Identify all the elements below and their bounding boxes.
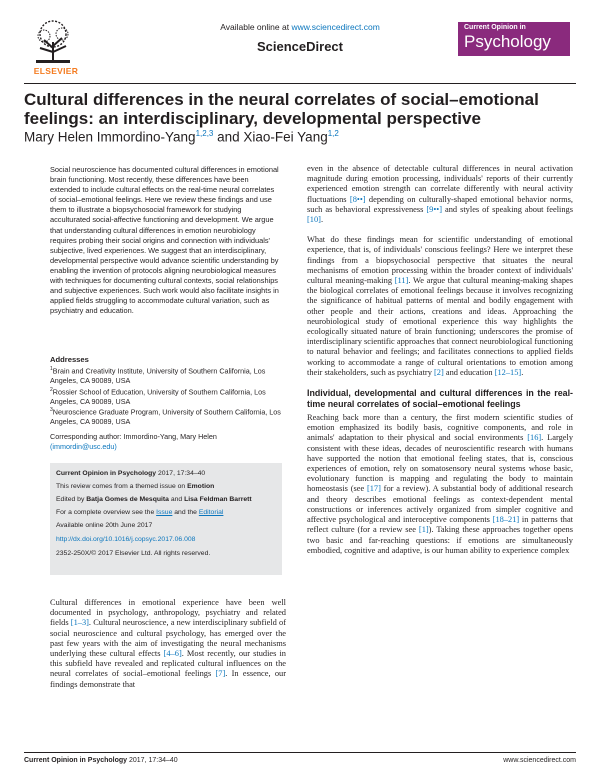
info-editor-2: Lisa Feldman Barrett	[184, 496, 252, 503]
body-text: .	[320, 215, 324, 225]
elsevier-wordmark: ELSEVIER	[33, 66, 79, 76]
body-text: depending on culturally-shaped emotional behavior norms, such as behavioral expressiveness	[307, 194, 573, 214]
info-editor-1: Batja Gomes de Mesquita	[86, 496, 169, 503]
body-text: .	[521, 367, 524, 377]
body-text: . We argue that cultural meaning-making shapes the biological correlates of emotional feelings because it involves recognizing the significance of habitual patterns of mental and bodily engagement with other people and their actions, creations and ideas. Approaching the neurobiological study of emotional experience this way highlights the ecologically situated nature of brain functioning; underscores the promise of interdisciplinary scientific approaches that connect neurobiological functioning to natural behavior and feelings; and facilitates connections to applied fields working to accommodate a range of cultural orientations to emotion among their stakeholders, such as psychiatry	[307, 276, 574, 377]
author-1: Mary Helen Immordino-Yang	[24, 129, 196, 145]
section-heading: Individual, developmental and cultural differences in the real-time neural correlates of social–emotional feelings	[307, 388, 573, 409]
journal-logo-line1: Current Opinion in	[464, 24, 526, 31]
footer-citation	[24, 757, 178, 764]
info-available-online: Available online 20th June 2017	[56, 522, 153, 529]
journal-logo-line2: Psychology	[464, 32, 551, 51]
citation-link[interactable]: [4–6]	[163, 649, 182, 659]
info-edited-prefix: Edited by	[56, 496, 87, 503]
corresponding-author-email[interactable]: (immordin@usc.edu)	[50, 441, 117, 451]
info-overview-prefix: For a complete overview see the	[56, 509, 157, 516]
body-text: . Most recently, our studies in this subfield have revealed and replicated cultural influences on the neural correlates of social–emotional feelings	[50, 649, 286, 679]
right-column	[307, 164, 573, 566]
citation-link[interactable]: [16]	[527, 433, 542, 443]
body-text: Cultural differences in emotional experience have been well documented in psychology, anthropology, psychiatry and related fields	[50, 598, 286, 628]
info-copyright: 2352-250X/© 2017 Elsevier Ltd. All rights reserved.	[56, 550, 211, 557]
info-overview	[56, 509, 278, 517]
issue-link[interactable]: Issue	[156, 509, 173, 516]
footer-divider	[24, 752, 576, 753]
sciencedirect-brand: ScienceDirect	[257, 39, 343, 54]
author-2-affiliations[interactable]: 1,2	[327, 129, 339, 138]
abstract: Social neuroscience has documented cultural differences in emotional brain functioning. Most recently, these differences have been extended to include cultural effects on the real-time neural correlates of social–emotional feelings. Here we review these findings and use them to illustrate a biopsychosocial framework for studying acculturated social-affective functioning and development. We argue that understanding cultural differences in emotion neurobiology requires probing their social origins and connection with individuals' subjective, lived experiences. We suggest that an interdisciplinary, developmental perspective would advance scientific understanding by enabling the invention of protocols aligning neurobiological measures with techniques for documenting cultural contexts, social relationships and subjective experiences. Such work would also facilitate insights in applied fields struggling to accommodate cultural variation, such as psychiatry and education.	[50, 165, 279, 316]
body-text: and education	[443, 367, 495, 377]
journal-logo	[458, 22, 570, 56]
citation-link[interactable]: [18–21]	[492, 515, 520, 525]
address-item	[50, 365, 290, 386]
body-text: and styles of speaking about feelings	[442, 204, 573, 214]
address-sup: 2	[50, 386, 53, 393]
citation-link[interactable]: [8••]	[349, 194, 366, 204]
body-text: even in the absence of detectable cultural differences in neural activation magnitude during emotion processing, individuals' reports of their currently experienced emotion strength can correlate differently with neural activity fluctuations	[307, 164, 573, 204]
author-2: Xiao-Fei Yang	[243, 129, 328, 145]
info-volume: 2017, 17:34–40	[156, 470, 206, 477]
author-and: and	[213, 129, 244, 145]
author-line	[24, 129, 576, 145]
body-text: What do these findings mean for scientific understanding of emotional experience, that is, of individuals' conscious feelings? Here we interpret these findings from a biopsychosocial perspective that situates the neural mechanisms of emotion processing within the broader context of individuals' cultural meaning-making	[307, 235, 573, 286]
addresses-list	[50, 365, 290, 427]
corresponding-author	[50, 432, 290, 451]
citation-link[interactable]: [12–15]	[494, 367, 522, 377]
doi-link[interactable]: http://dx.doi.org/10.1016/j.copsyc.2017.06.008	[56, 536, 196, 543]
address-text: Rossier School of Education, University of Southern California, Los Angeles, CA 90089, USA	[50, 386, 266, 406]
editorial-link[interactable]: Editorial	[198, 509, 224, 516]
available-online-prefix: Available online at	[220, 22, 290, 32]
citation-link[interactable]: [9••]	[426, 204, 443, 214]
address-item	[50, 406, 290, 427]
paragraph-2	[307, 235, 573, 378]
info-journal: Current Opinion in Psychology	[56, 470, 157, 477]
citation-link[interactable]: [1–3]	[70, 618, 89, 628]
body-text: . In essence, our findings demonstrate that	[50, 669, 286, 689]
body-text: Reaching back more than a century, the first modern scientific studies of emotion emphasized its bodily basis, cognitive components, and role in animals' adaptation to their physical and social environments	[307, 413, 573, 443]
paragraph-3	[307, 413, 573, 556]
body-text: for a review). A substantial body of additional research and theory describes emotional feelings as context-dependent mental constructions or inferences actively organized from simpler cognitive and affective psychological and interoceptive components	[307, 484, 573, 525]
info-edited-and: and	[168, 496, 185, 503]
address-sup: 3	[50, 407, 53, 414]
info-editors	[56, 496, 278, 504]
info-themed-issue	[56, 483, 278, 491]
citation-link[interactable]: [1]	[418, 525, 429, 535]
body-text: . Largely consistent with these ideas, decades of neuroscientific research with humans have supported the notion that emotional feeling states, that is, conscious experiences of emotion, rely on somatosensory neural systems whose basic, evolutionary function is mapping and regulating the body to maintain homeostasis (see	[307, 433, 574, 494]
article-title: Cultural differences in the neural correlates of social–emotional feelings: an interdisciplinary, developmental perspective	[24, 90, 539, 128]
header-divider	[24, 83, 576, 84]
article-info-box	[50, 463, 282, 575]
address-item	[50, 386, 290, 407]
paragraph-1	[307, 164, 573, 225]
footer-volume: 2017, 17:34–40	[127, 757, 178, 764]
corresponding-author-label: Corresponding author: Immordino-Yang, Mary Helen	[50, 432, 217, 441]
body-text: ). Taking these approaches together opens two basic and far-reaching questions: if emotions are simultaneously embodied, cognitive and adaptive, is our human ability to experience complex	[307, 525, 573, 555]
info-themed-prefix: This review comes from a themed issue on	[56, 483, 188, 490]
citation-link[interactable]: [10]	[307, 215, 321, 225]
footer-journal: Current Opinion in Psychology	[24, 757, 128, 764]
info-themed-topic: Emotion	[187, 483, 215, 490]
citation-link[interactable]: [11]	[394, 276, 409, 286]
author-1-affiliations[interactable]: 1,2,3	[195, 129, 214, 138]
sciencedirect-link[interactable]: www.sciencedirect.com	[291, 22, 380, 32]
citation-link[interactable]: [17]	[366, 484, 381, 494]
citation-link[interactable]: [7]	[215, 669, 226, 679]
body-text: . Cultural neuroscience, a new interdisciplinary subfield of social neuroscience and cultural psychology, has emerged over the past few years with the aim of investigating the neural mechanisms underlying these cultural effects	[50, 618, 286, 659]
info-overview-and: and the	[172, 509, 199, 516]
body-text: in patterns that reflect culture (for a review see	[307, 515, 573, 535]
info-citation	[56, 470, 278, 478]
address-text: Neuroscience Graduate Program, University of Southern California, Los Angeles, CA 90089, USA	[50, 407, 281, 427]
intro-paragraph	[50, 598, 286, 690]
addresses-heading: Addresses	[50, 355, 89, 364]
citation-link[interactable]: [2]	[434, 367, 444, 377]
address-text: Brain and Creativity Institute, University of Southern California, Los Angeles, CA 90089, USA	[50, 366, 266, 385]
address-sup: 1	[50, 366, 53, 372]
footer-url[interactable]: www.sciencedirect.com	[503, 757, 576, 764]
